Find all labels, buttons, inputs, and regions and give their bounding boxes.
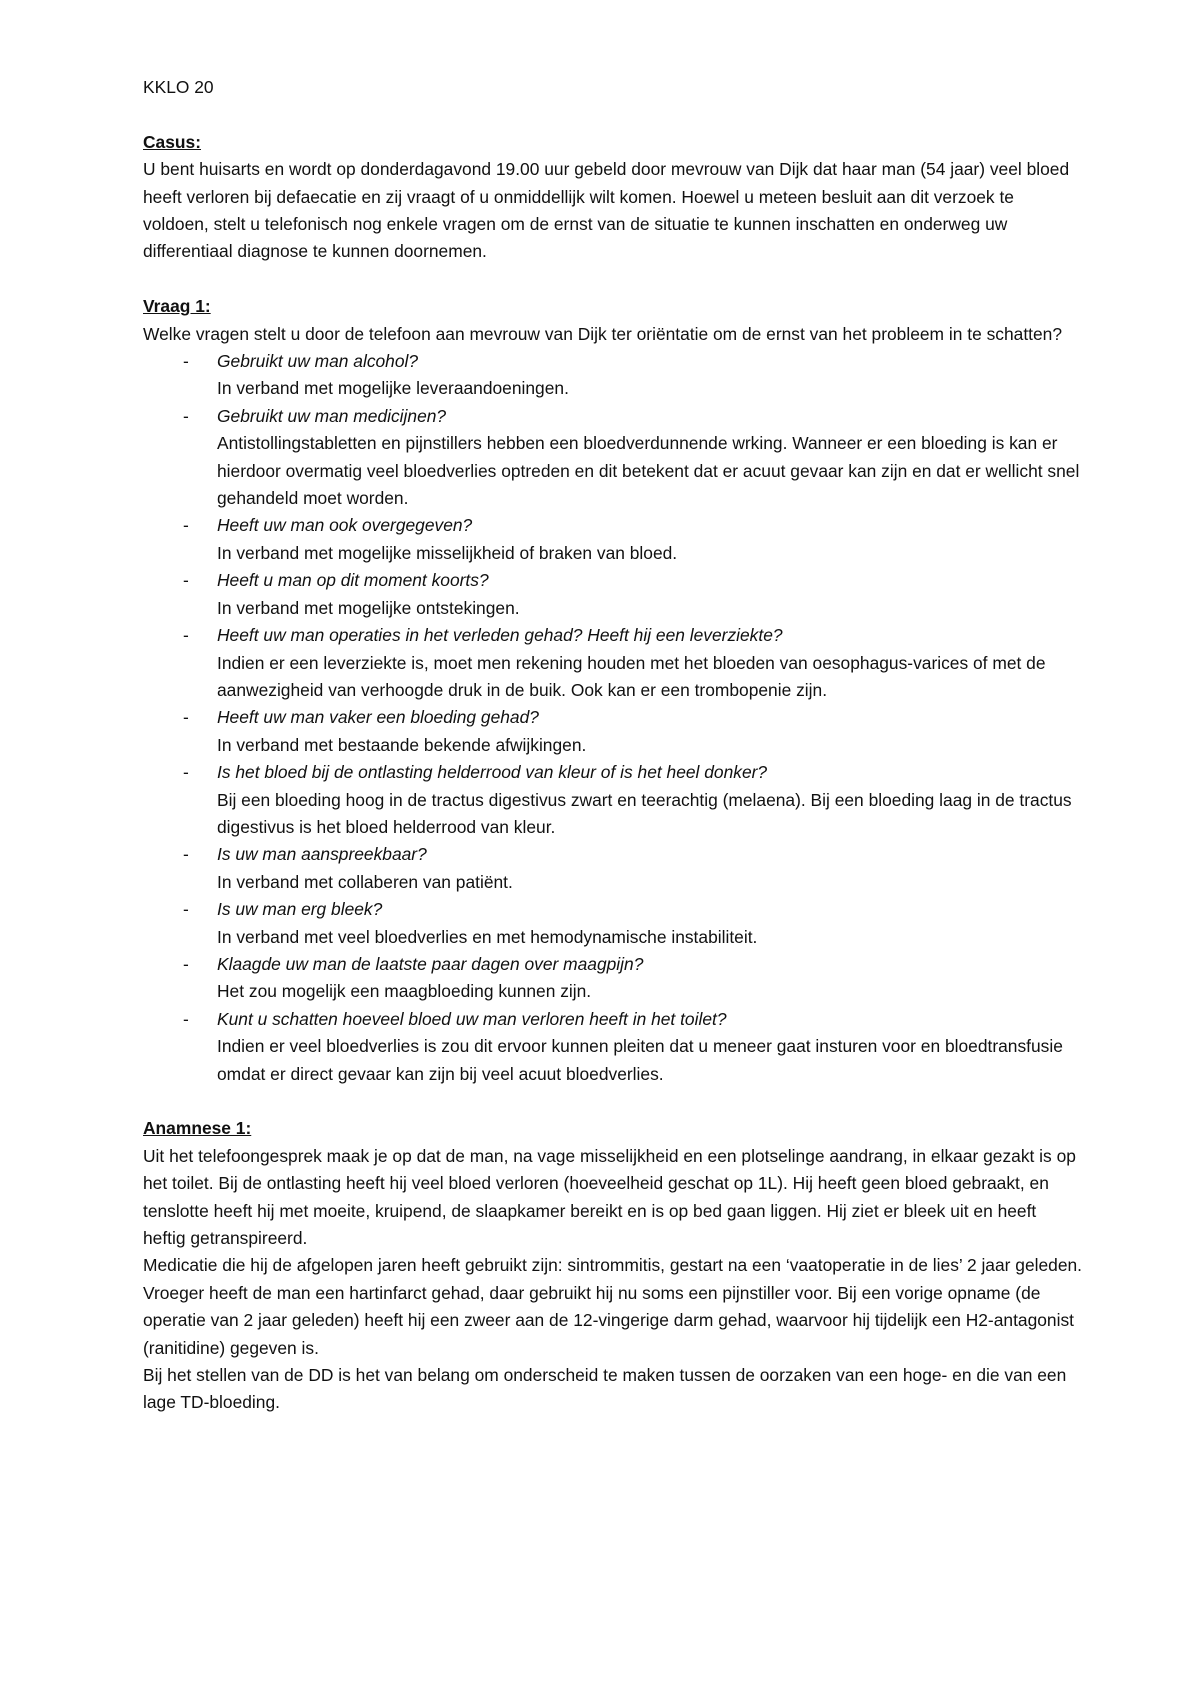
list-item <box>143 896 1083 951</box>
answer-text: In verband met collaberen van patiënt. <box>217 871 513 892</box>
list-item <box>143 348 1083 403</box>
list-dash: - <box>183 515 189 536</box>
vraag1-heading: Vraag 1: <box>143 296 211 317</box>
document-page <box>143 74 1083 1417</box>
list-dash: - <box>183 953 189 974</box>
question-list <box>143 348 1083 1088</box>
question-text: Gebruikt uw man medicijnen? <box>217 405 447 426</box>
question-text: Heeft uw man ook overgegeven? <box>217 515 473 536</box>
casus-heading: Casus: <box>143 131 201 152</box>
anamnese1-heading: Anamnese 1: <box>143 1118 252 1139</box>
list-dash: - <box>183 351 189 372</box>
list-dash: - <box>183 1008 189 1029</box>
question-text: Heeft u man op dit moment koorts? <box>217 570 489 591</box>
list-item <box>143 951 1083 1006</box>
question-text: Gebruikt uw man alcohol? <box>217 351 419 372</box>
list-dash: - <box>183 625 189 646</box>
list-item <box>143 567 1083 622</box>
list-dash: - <box>183 844 189 865</box>
answer-text: In verband met bestaande bekende afwijkingen. <box>217 734 587 755</box>
question-text: Kunt u schatten hoeveel bloed uw man verloren heeft in het toilet? <box>217 1008 727 1029</box>
spacer <box>143 101 1083 128</box>
question-text: Heeft uw man operaties in het verleden gehad? Heeft hij een leverziekte? <box>217 625 783 646</box>
anamnese1-paragraph: Uit het telefoongesprek maak je op dat de man, na vage misselijkheid en een plotselinge aandrang, in elkaar gezakt is op het toilet. Bij de ontlasting heeft hij veel bloed verloren (hoeveelheid geschat op 1L). Hij heeft geen bloed gebraakt, en tenslotte heeft hij met moeite, kruipend, de slaapkamer bereikt en is op bed gaan liggen. Hij ziet er bleek uit en heeft heftig getranspireerd. <box>143 1145 1076 1249</box>
answer-text: Antistollingstabletten en pijnstillers hebben een bloedverdunnende wrking. Wanneer er een bloeding is kan er hierdoor overmatig veel bloedverlies optreden en dit betekent dat er acuut gevaar kan zijn en dat er wellicht snel gehandeld moet worden. <box>217 433 1080 509</box>
anamnese1-paragraph: Medicatie die hij de afgelopen jaren heeft gebruikt zijn: sintrommitis, gestart na een ‘vaatoperatie in de lies’ 2 jaar geleden. Vroeger heeft de man een hartinfarct gehad, daar gebruikt hij nu soms een pijnstiller voor. Bij een vorige opname (de operatie van 2 jaar geleden) heeft hij een zweer aan de 12-vingerige darm gehad, waarvoor hij tijdelijk een H2-antagonist (ranitidine) gegeven is. <box>143 1255 1083 1358</box>
casus-section <box>143 129 1083 266</box>
answer-text: Bij een bloeding hoog in de tractus digestivus zwart en teerachtig (melaena). Bij een bloeding laag in de tractus digestivus is het bloed helderrood van kleur. <box>217 789 1072 837</box>
list-item <box>143 1006 1083 1088</box>
vraag1-intro: Welke vragen stelt u door de telefoon aan mevrouw van Dijk ter oriëntatie om de ernst van het probleem in te schatten? <box>143 323 1062 344</box>
list-item <box>143 759 1083 841</box>
list-item <box>143 704 1083 759</box>
anamnese1-section <box>143 1115 1083 1416</box>
answer-text: Het zou mogelijk een maagbloeding kunnen zijn. <box>217 981 592 1002</box>
list-item <box>143 512 1083 567</box>
list-dash: - <box>183 762 189 783</box>
question-text: Is uw man aanspreekbaar? <box>217 844 427 865</box>
question-text: Is uw man erg bleek? <box>217 899 383 920</box>
document-code: KKLO 20 <box>143 77 214 97</box>
vraag1-section <box>143 293 1083 1088</box>
spacer <box>143 266 1083 293</box>
list-dash: - <box>183 405 189 426</box>
list-dash: - <box>183 570 189 591</box>
answer-text: In verband met mogelijke leveraandoeningen. <box>217 378 569 399</box>
list-dash: - <box>183 707 189 728</box>
casus-text: U bent huisarts en wordt op donderdagavond 19.00 uur gebeld door mevrouw van Dijk dat haar man (54 jaar) veel bloed heeft verloren bij defaecatie en zij vraagt of u onmiddellijk wilt komen. Hoewel u meteen besluit aan dit verzoek te voldoen, stelt u telefonisch nog enkele vragen om de ernst van de situatie te kunnen inschatten en onderweg uw differentiaal diagnose te kunnen doornemen. <box>143 159 1070 262</box>
list-item <box>143 841 1083 896</box>
spacer <box>143 1088 1083 1115</box>
list-dash: - <box>183 899 189 920</box>
list-item <box>143 622 1083 704</box>
question-text: Heeft uw man vaker een bloeding gehad? <box>217 707 539 728</box>
anamnese1-paragraph: Bij het stellen van de DD is het van belang om onderscheid te maken tussen de oorzaken van een hoge- en die van een lage TD-bloeding. <box>143 1365 1067 1413</box>
answer-text: In verband met veel bloedverlies en met hemodynamische instabiliteit. <box>217 926 758 947</box>
answer-text: In verband met mogelijke misselijkheid of braken van bloed. <box>217 542 678 563</box>
answer-text: In verband met mogelijke ontstekingen. <box>217 597 520 618</box>
answer-text: Indien er veel bloedverlies is zou dit ervoor kunnen pleiten dat u meneer gaat insturen voor en bloedtransfusie omdat er direct gevaar kan zijn bij veel acuut bloedverlies. <box>217 1036 1063 1084</box>
list-item <box>143 403 1083 513</box>
question-text: Is het bloed bij de ontlasting helderrood van kleur of is het heel donker? <box>217 762 768 783</box>
answer-text: Indien er een leverziekte is, moet men rekening houden met het bloeden van oesophagus-varices of met de aanwezigheid van verhoogde druk in de buik. Ook kan er een trombopenie zijn. <box>217 652 1046 700</box>
question-text: Klaagde uw man de laatste paar dagen over maagpijn? <box>217 953 644 974</box>
